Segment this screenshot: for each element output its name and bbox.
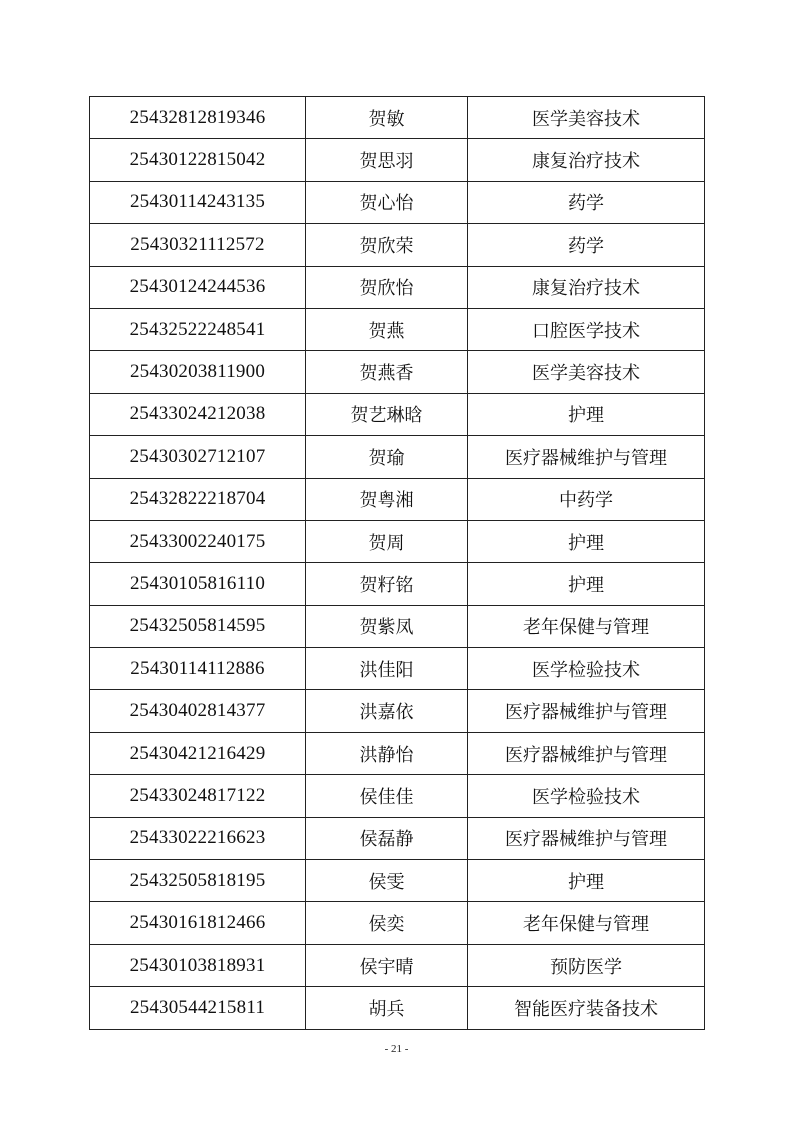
name-cell: 侯雯	[306, 860, 468, 902]
table-row	[90, 266, 705, 308]
exam-id-cell: 25430402814377	[90, 690, 306, 732]
major-cell: 医疗器械维护与管理	[468, 690, 705, 732]
exam-id-cell: 25433002240175	[90, 520, 306, 562]
major-cell: 老年保健与管理	[468, 605, 705, 647]
major-cell: 预防医学	[468, 944, 705, 986]
exam-id-cell: 25432522248541	[90, 308, 306, 350]
exam-id-cell: 25430161812466	[90, 902, 306, 944]
name-cell: 贺心怡	[306, 181, 468, 223]
table-row	[90, 181, 705, 223]
exam-id-cell: 25432822218704	[90, 478, 306, 520]
name-cell: 贺欣荣	[306, 224, 468, 266]
major-cell: 护理	[468, 520, 705, 562]
name-cell: 侯佳佳	[306, 775, 468, 817]
table-row	[90, 902, 705, 944]
exam-id-cell: 25430105816110	[90, 563, 306, 605]
table-row	[90, 690, 705, 732]
exam-id-cell: 25433022216623	[90, 817, 306, 859]
name-cell: 贺籽铭	[306, 563, 468, 605]
major-cell: 老年保健与管理	[468, 902, 705, 944]
major-cell: 康复治疗技术	[468, 266, 705, 308]
table-row	[90, 775, 705, 817]
exam-id-cell: 25430544215811	[90, 987, 306, 1029]
name-cell: 侯磊静	[306, 817, 468, 859]
name-cell: 贺燕	[306, 308, 468, 350]
student-roster-table	[89, 96, 705, 1030]
table-row	[90, 393, 705, 435]
major-cell: 护理	[468, 393, 705, 435]
name-cell: 贺瑜	[306, 436, 468, 478]
name-cell: 贺欣怡	[306, 266, 468, 308]
table-row	[90, 478, 705, 520]
major-cell: 医学美容技术	[468, 351, 705, 393]
major-cell: 医学美容技术	[468, 97, 705, 139]
major-cell: 医疗器械维护与管理	[468, 817, 705, 859]
exam-id-cell: 25432812819346	[90, 97, 306, 139]
exam-id-cell: 25430321112572	[90, 224, 306, 266]
exam-id-cell: 25430124244536	[90, 266, 306, 308]
table-row	[90, 987, 705, 1029]
exam-id-cell: 25430114243135	[90, 181, 306, 223]
name-cell: 洪静怡	[306, 732, 468, 774]
exam-id-cell: 25432505814595	[90, 605, 306, 647]
table-row	[90, 520, 705, 562]
name-cell: 侯宇晴	[306, 944, 468, 986]
page-number: - 21 -	[384, 1043, 409, 1055]
major-cell: 中药学	[468, 478, 705, 520]
table-row	[90, 944, 705, 986]
major-cell: 护理	[468, 563, 705, 605]
name-cell: 洪佳阳	[306, 648, 468, 690]
name-cell: 贺艺琳晗	[306, 393, 468, 435]
table-row	[90, 351, 705, 393]
major-cell: 医疗器械维护与管理	[468, 732, 705, 774]
table-row	[90, 224, 705, 266]
table-row	[90, 732, 705, 774]
major-cell: 医学检验技术	[468, 648, 705, 690]
table-row	[90, 436, 705, 478]
name-cell: 侯奕	[306, 902, 468, 944]
major-cell: 口腔医学技术	[468, 308, 705, 350]
exam-id-cell: 25433024212038	[90, 393, 306, 435]
name-cell: 洪嘉依	[306, 690, 468, 732]
name-cell: 贺思羽	[306, 139, 468, 181]
name-cell: 贺燕香	[306, 351, 468, 393]
exam-id-cell: 25430421216429	[90, 732, 306, 774]
name-cell: 贺粤湘	[306, 478, 468, 520]
roster-body	[90, 97, 705, 1030]
table-row	[90, 563, 705, 605]
name-cell: 贺敏	[306, 97, 468, 139]
name-cell: 胡兵	[306, 987, 468, 1029]
major-cell: 药学	[468, 181, 705, 223]
exam-id-cell: 25430114112886	[90, 648, 306, 690]
major-cell: 康复治疗技术	[468, 139, 705, 181]
table-row	[90, 860, 705, 902]
table-row	[90, 648, 705, 690]
exam-id-cell: 25430122815042	[90, 139, 306, 181]
exam-id-cell: 25430103818931	[90, 944, 306, 986]
table-row	[90, 605, 705, 647]
exam-id-cell: 25430203811900	[90, 351, 306, 393]
table-row	[90, 97, 705, 139]
exam-id-cell: 25430302712107	[90, 436, 306, 478]
major-cell: 医疗器械维护与管理	[468, 436, 705, 478]
major-cell: 药学	[468, 224, 705, 266]
major-cell: 护理	[468, 860, 705, 902]
major-cell: 智能医疗装备技术	[468, 987, 705, 1029]
name-cell: 贺紫凤	[306, 605, 468, 647]
table-row	[90, 139, 705, 181]
name-cell: 贺周	[306, 520, 468, 562]
table-row	[90, 308, 705, 350]
table-row	[90, 817, 705, 859]
exam-id-cell: 25432505818195	[90, 860, 306, 902]
major-cell: 医学检验技术	[468, 775, 705, 817]
exam-id-cell: 25433024817122	[90, 775, 306, 817]
